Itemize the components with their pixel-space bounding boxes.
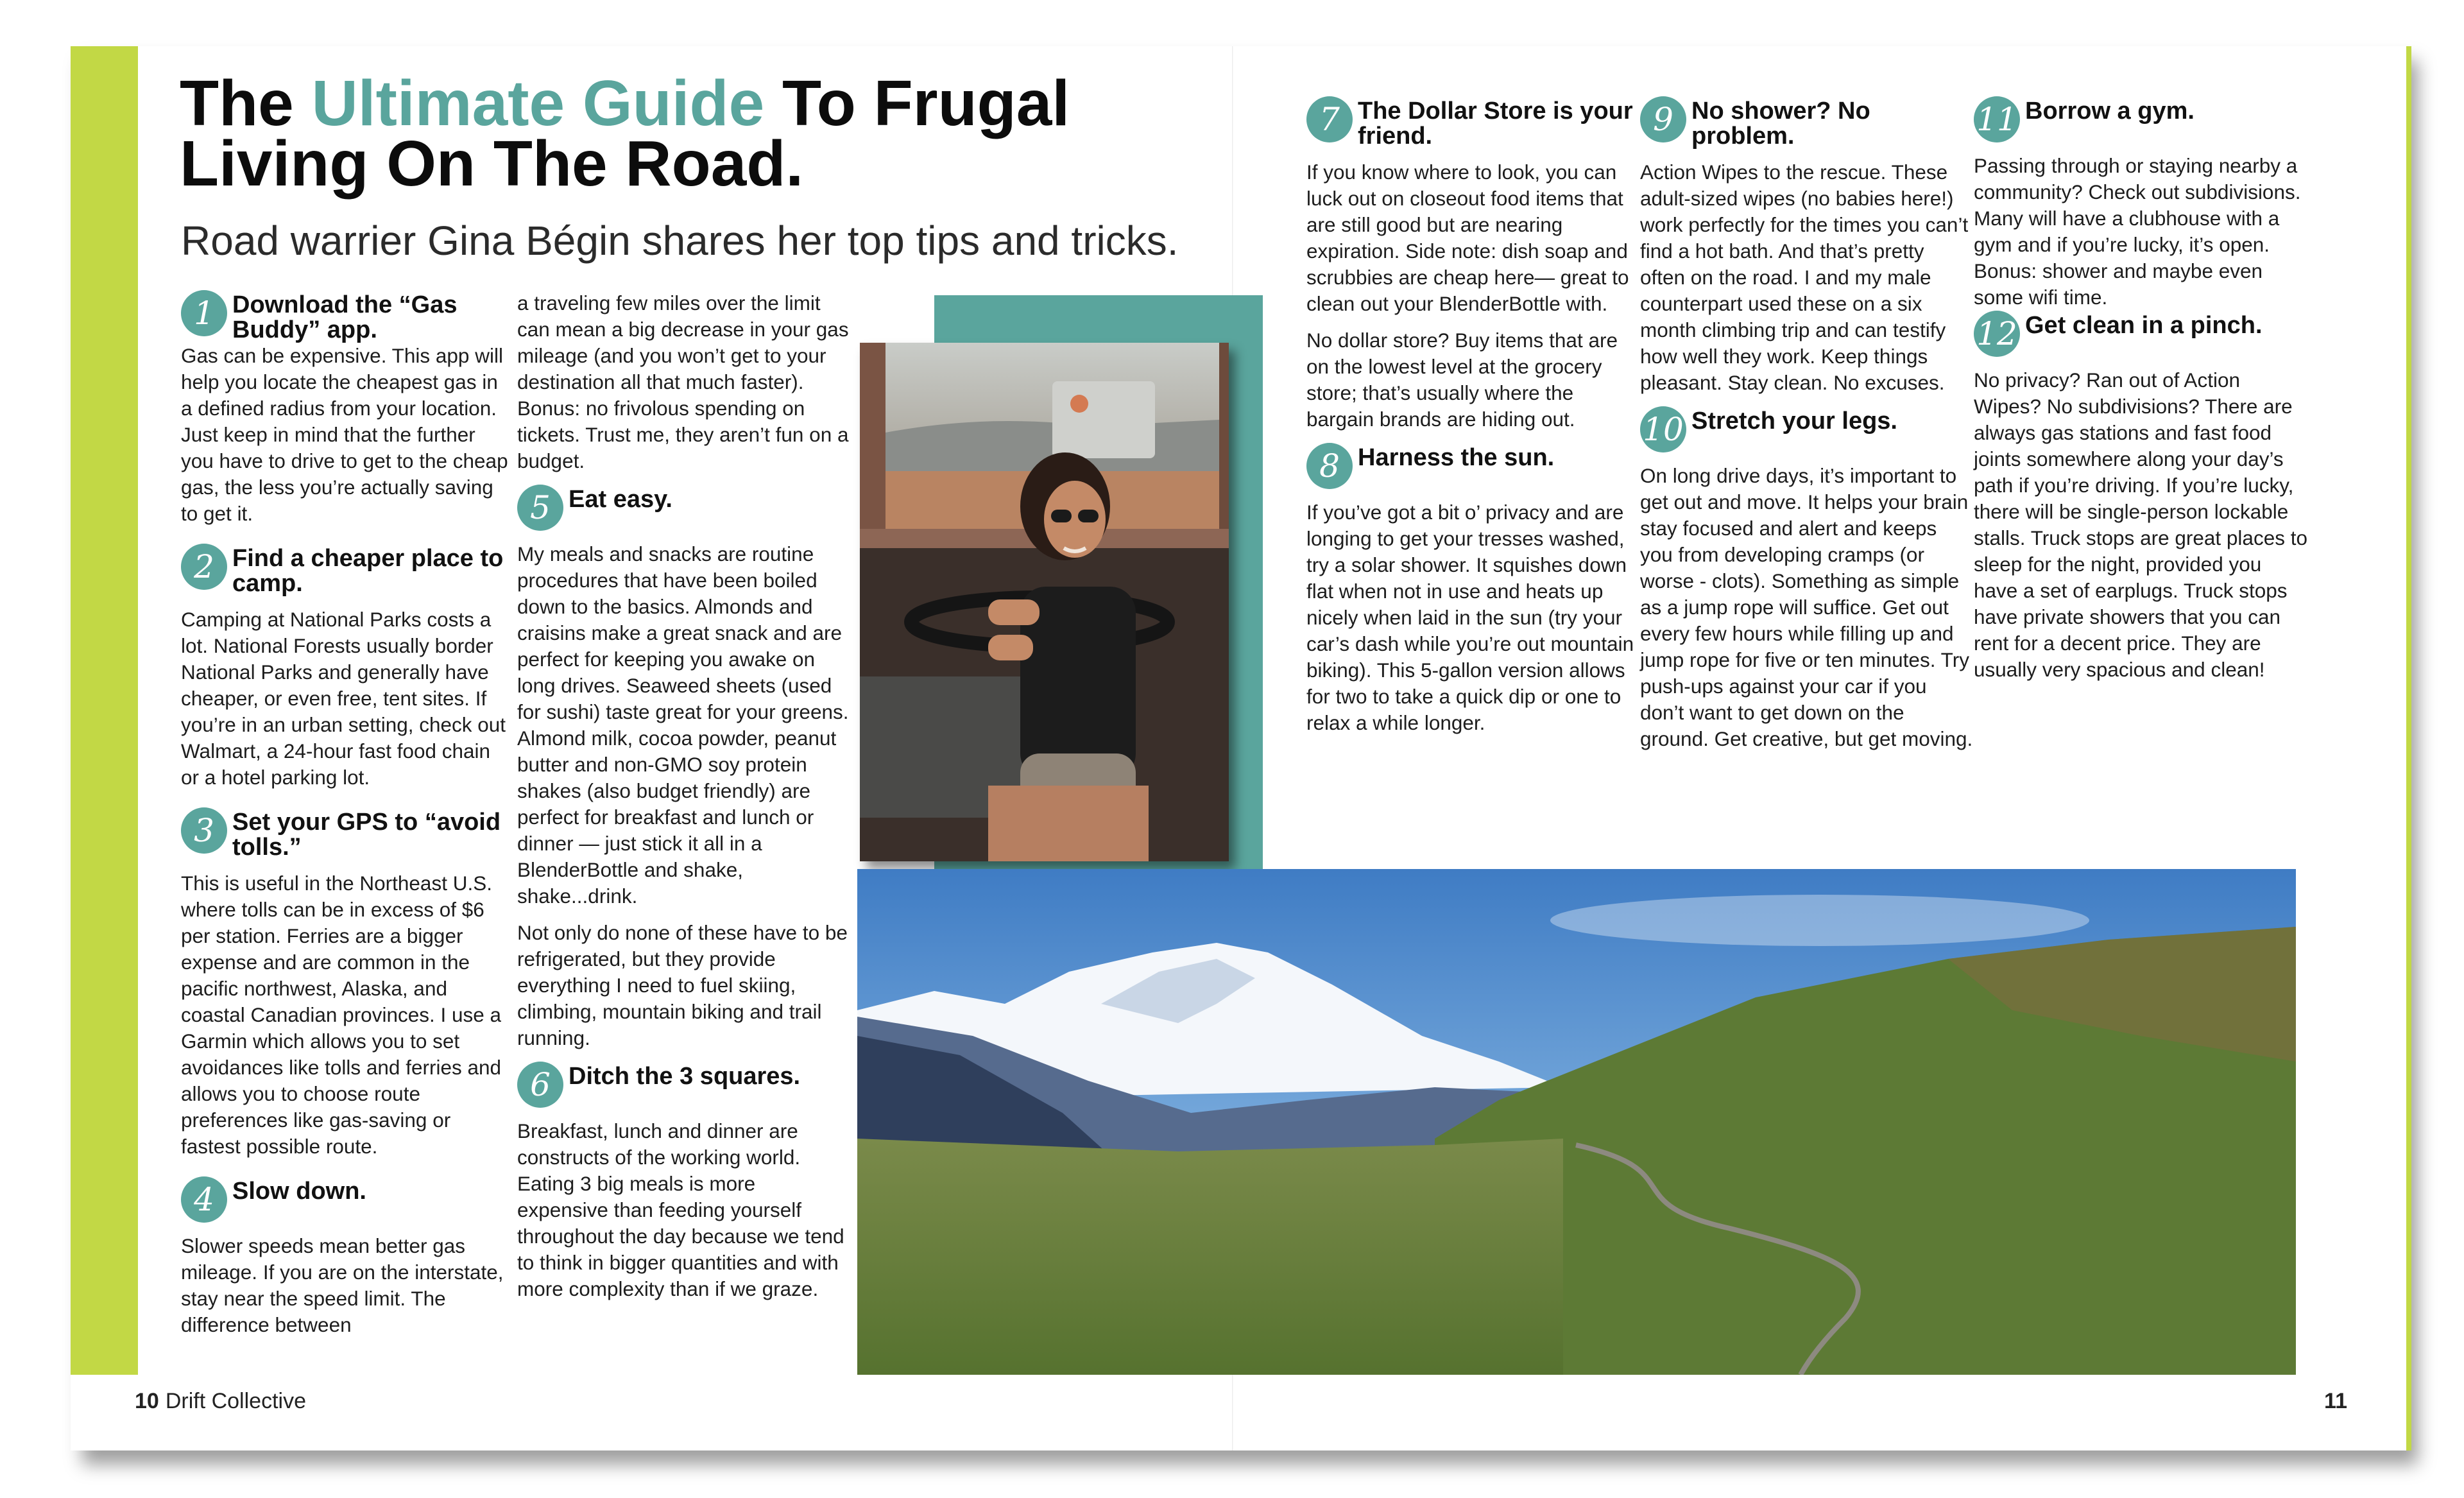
- tip-number-badge: 8: [1306, 443, 1353, 489]
- tip-number-badge: 12: [1974, 311, 2020, 357]
- article-title: [180, 67, 1206, 200]
- tip-number-badge: 2: [181, 544, 227, 590]
- tip-title: Ditch the 3 squares.: [569, 1063, 801, 1090]
- tip-body: Gas can be expensive. This app will help you locate the cheapest gas in a defined radius from your location. Just keep in mind that the further you have to drive to get to the cheap gas, the less you’re actually saving to get it.: [181, 344, 508, 525]
- column-1: [181, 290, 508, 1338]
- tip-number-badge: 6: [517, 1062, 563, 1108]
- tip-number-badge: 11: [1974, 96, 2020, 142]
- tip-title: Borrow a gym.: [2025, 98, 2194, 125]
- tip-body: Not only do none of these have to be refrigerated, but they provide everything I need to fuel skiing, climbing, mountain biking and trail running.: [517, 921, 848, 1049]
- photo-driver-in-van: [860, 343, 1229, 861]
- left-page-number: 10: [135, 1389, 159, 1413]
- tip-number-badge: 4: [181, 1176, 227, 1223]
- tip-title: Find a cheaper place to camp.: [232, 545, 504, 597]
- tip-body: No privacy? Ran out of Action Wipes? No subdivisions? There are always gas stations and fast food joints somewhere along your day’s path if you’re driving. If you’re lucky, there will be single-person lockable stalls. Truck stops are great places to sleep for the night, provided you have a set of earplugs. Truck stops have private showers that you can rent for a decent price. They are usually very spacious and clean!: [1974, 368, 2307, 681]
- lime-page-edge: [2406, 46, 2411, 1451]
- tip-title: Slow down.: [232, 1178, 366, 1205]
- tip-number-badge: 10: [1640, 406, 1686, 452]
- tip-title: Eat easy.: [569, 486, 672, 513]
- tip-body: On long drive days, it’s important to get out and move. It helps your brain stay focused and alert and keeps you from developing cramps (or worse - clots). Something as simple as a jump rope will suffice. Get out every few hours while filling up and jump rope for five or ten minutes. Try push-ups against your car if you don’t want to get down on the ground. Get creative, but get moving.: [1640, 464, 1973, 750]
- right-page-number: 11: [2324, 1389, 2347, 1413]
- article-subtitle: Road warrier Gina Bégin shares her top tips and tricks.: [181, 218, 1179, 264]
- tip-number-badge: 3: [181, 807, 227, 854]
- footer-left: [135, 1389, 306, 1414]
- tip-body-continued: a traveling few miles over the limit can mean a big decrease in your gas mileage (and you won’t get to your destination all that much faster). Bonus: no frivolous spending on tickets. Trust me, they aren’t fun on a budget.: [517, 291, 849, 472]
- column-4: [1640, 96, 1974, 752]
- tip-1-heading: [181, 290, 508, 343]
- tip-body: Passing through or staying nearby a community? Check out subdivisions. Many will have a clubhouse with a gym and if you’re lucky, it’s open. Bonus: shower and maybe even some wifi time.: [1974, 154, 2301, 309]
- tip-title: Download the “Gas Buddy” app.: [232, 291, 458, 343]
- tip-body: This is useful in the Northeast U.S. where tolls can be in excess of $6 per station. Ferries are a bigger expense and are common in the pacific northwest, Alaska, and coastal Canadian provinces. I use a Garmin which allows you to set avoidances like tolls and ferries and allows you to choose route preferences like gas-saving or fastest possible route.: [181, 872, 502, 1158]
- column-3: [1306, 96, 1640, 736]
- tip-title: Stretch your legs.: [1691, 408, 1897, 435]
- tip-body: No dollar store? Buy items that are on the lowest level at the grocery store; that’s usually where the bargain brands are hiding out.: [1306, 329, 1618, 431]
- tip-11-heading: [1974, 96, 2307, 142]
- tip-title: The Dollar Store is your friend.: [1358, 98, 1633, 150]
- title-part1: The: [180, 67, 312, 139]
- tip-body: If you’ve got a bit o’ privacy and are longing to get your tresses washed, try a solar shower. It squishes down flat when not in use and heats up nicely when laid in the sun (try your car’s dash while you’re out mountain biking). This 5-gallon version allows for two to take a quick dip or one to relax a while longer.: [1306, 501, 1634, 734]
- tip-3-heading: [181, 807, 508, 860]
- tip-9-heading: [1640, 96, 1974, 149]
- tip-number-badge: 7: [1306, 96, 1353, 142]
- tip-title: No shower? No problem.: [1691, 98, 1870, 150]
- tip-title: Harness the sun.: [1358, 444, 1555, 471]
- tip-number-badge: 5: [517, 485, 563, 531]
- column-2: [517, 290, 851, 1302]
- tip-2-heading: [181, 544, 508, 596]
- title-part2: To Frugal Living On The Road.: [180, 67, 1070, 200]
- tip-10-heading: [1640, 406, 1974, 452]
- column-5: [1974, 96, 2307, 683]
- lime-accent-bar: [71, 46, 138, 1375]
- tip-body: Camping at National Parks costs a lot. National Forests usually border National Parks and generally have cheaper, or even free, tent sites. If you’re in an urban setting, check out Walmart, a 24-hour fast food chain or a hotel parking lot.: [181, 608, 506, 789]
- tip-4-heading: [181, 1176, 508, 1223]
- tip-body: If you know where to look, you can luck out on closeout food items that are still good but are nearing expiration. Side note: dish soap and scrubbies are cheap here— great to clean out your BlenderBottle with.: [1306, 160, 1629, 315]
- magazine-spread: [71, 46, 2406, 1451]
- tip-12-heading: [1974, 311, 2307, 357]
- tip-body: Action Wipes to the rescue. These adult-sized wipes (no babies here!) work perfectly for the times you can’t find a hot bath. And that’s pretty often on the road. I and my male counterpart used these on a six month climbing trip and can testify how well they work. Keep things pleasant. Stay clean. No excuses.: [1640, 160, 1969, 394]
- tip-title: Get clean in a pinch.: [2025, 312, 2263, 339]
- publication-name: Drift Collective: [165, 1389, 306, 1413]
- tip-body: Slower speeds mean better gas mileage. If you are on the interstate, stay near the speed limit. The difference between: [181, 1234, 504, 1336]
- tip-8-heading: [1306, 443, 1640, 489]
- tip-number-badge: 9: [1640, 96, 1686, 142]
- tip-6-heading: [517, 1062, 851, 1108]
- title-highlight: Ultimate Guide: [311, 67, 765, 139]
- tip-5-heading: [517, 485, 851, 531]
- tip-body: My meals and snacks are routine procedures that have been boiled down to the basics. Almonds and craisins make a great snack and are perfect for keeping you awake on long drives. Seaweed sheets (used for sushi) taste great for your greens. Almond milk, cocoa powder, peanut butter and non-GMO soy protein shakes (also budget friendly) are perfect for breakfast and lunch or dinner — just stick it all in a BlenderBottle and shake, shake...drink.: [517, 542, 849, 908]
- tip-body: Breakfast, lunch and dinner are constructs of the working world. Eating 3 big meals is more expensive than feeding yourself throughout the day because we tend to think in bigger quantities and with more complexity than if we graze.: [517, 1119, 844, 1300]
- tip-7-heading: [1306, 96, 1640, 149]
- tip-number-badge: 1: [181, 290, 227, 336]
- tip-title: Set your GPS to “avoid tolls.”: [232, 809, 501, 861]
- photo-mountain-landscape: [857, 869, 2296, 1375]
